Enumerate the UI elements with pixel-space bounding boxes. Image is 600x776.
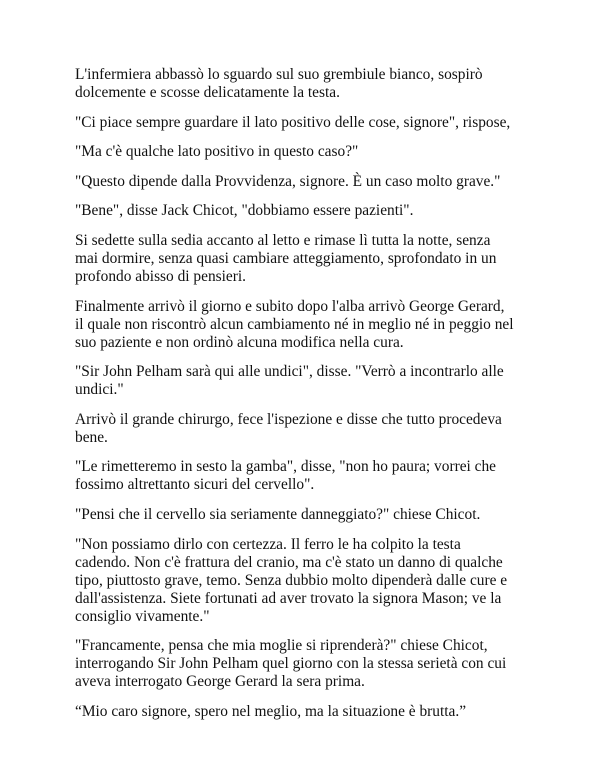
paragraph: Si sedette sulla sedia accanto al letto e rimase lì tutta la notte, senza mai dormire, senza quasi cambiare atteggiamento, sprofondato in un profondo abisso di pensieri. <box>75 231 497 285</box>
document-page <box>75 66 515 732</box>
paragraph: “Mio caro signore, spero nel meglio, ma la situazione è brutta.” <box>75 702 467 720</box>
paragraph: "Questo dipende dalla Provvidenza, signore. È un caso molto grave." <box>75 172 501 190</box>
paragraph: "Ci piace sempre guardare il lato positivo delle cose, signore", rispose, <box>75 113 511 131</box>
paragraph: "Bene", disse Jack Chicot, "dobbiamo essere pazienti". <box>75 202 414 220</box>
paragraph: "Non possiamo dirlo con certezza. Il ferro le ha colpito la testa cadendo. Non c'è frattura del cranio, ma c'è stato un danno di qualche tipo, piuttosto grave, temo. Senza dubbio molto dipenderà dalle cure e dall'assistenza. Siete fortunati ad aver trovato la signora Mason; ve la consiglio vivamente." <box>75 535 508 625</box>
paragraph: "Ma c'è qualche lato positivo in questo caso?" <box>75 143 359 161</box>
paragraph: "Le rimetteremo in sesto la gamba", disse, "non ho paura; vorrei che fossimo altrettanto sicuri del cervello". <box>75 458 497 494</box>
paragraph: Arrivò il grande chirurgo, fece l'ispezione e disse che tutto procedeva bene. <box>75 410 502 446</box>
paragraph: L'infermiera abbassò lo sguardo sul suo grembiule bianco, sospirò dolcemente e scosse delicatamente la testa. <box>75 66 483 101</box>
paragraph: "Pensi che il cervello sia seriamente danneggiato?" chiese Chicot. <box>75 505 481 523</box>
paragraph: Finalmente arrivò il giorno e subito dopo l'alba arrivò George Gerard, il quale non riscontrò alcun cambiamento né in meglio né in peggio nel suo paziente e non ordinò alcuna modifica nella cura. <box>75 297 514 351</box>
paragraph: "Francamente, pensa che mia moglie si riprenderà?" chiese Chicot, interrogando Sir John Pelham quel giorno con la stessa serietà con cui aveva interrogato George Gerard la sera prima. <box>75 637 507 691</box>
paragraph: "Sir John Pelham sarà qui alle undici", disse. "Verrò a incontrarlo alle undici." <box>75 363 504 399</box>
